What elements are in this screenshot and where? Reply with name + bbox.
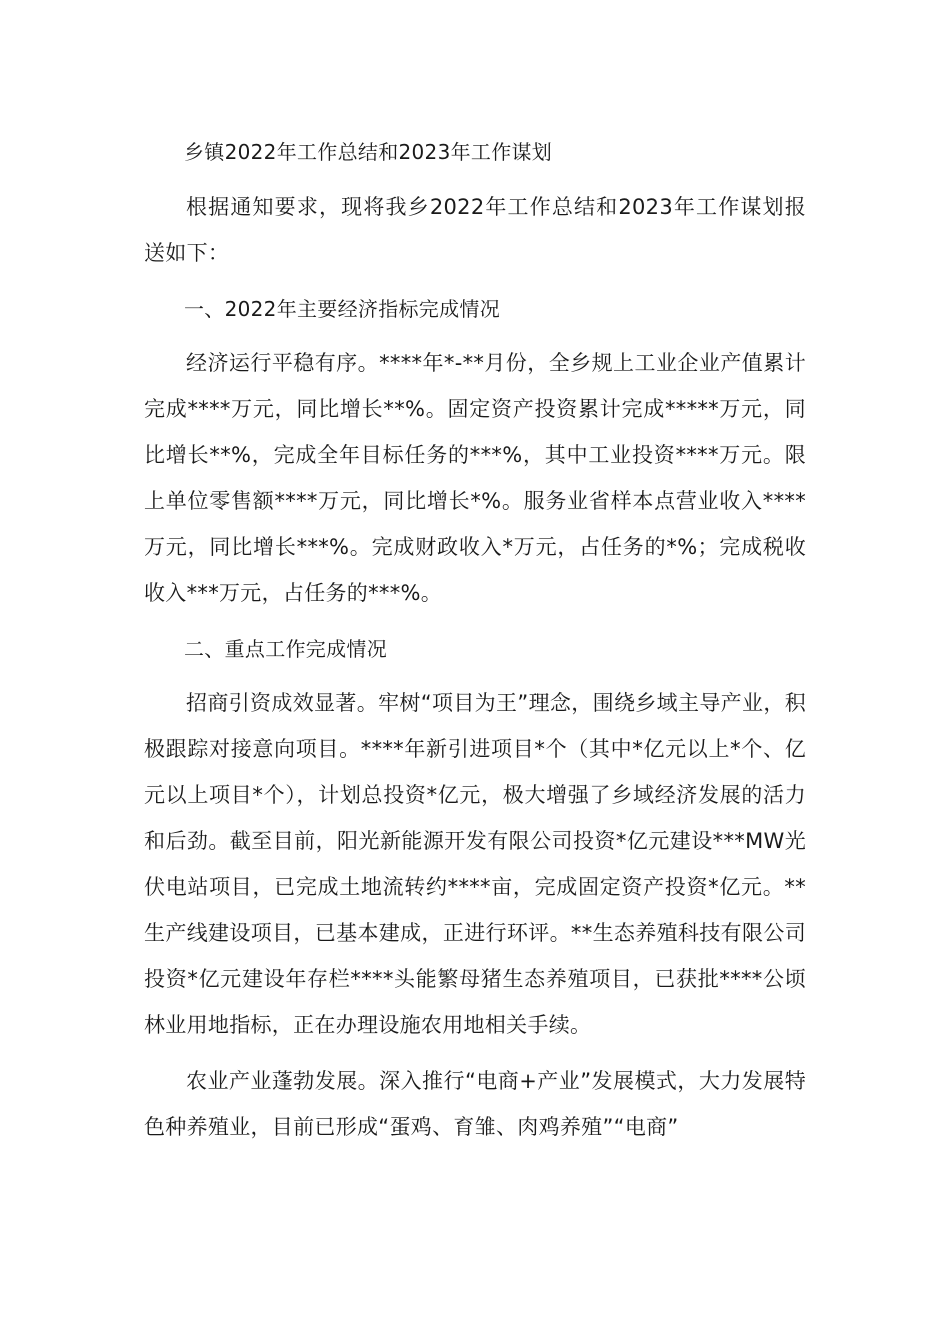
spacer bbox=[144, 1048, 806, 1058]
spacer bbox=[144, 616, 806, 626]
intro-paragraph: 根据通知要求，现将我乡2022年工作总结和2023年工作谋划报送如下： bbox=[144, 195, 806, 265]
section-2-paragraph-2: 农业产业蓬勃发展。深入推行“电商+产业”发展模式，大力发展特色种养殖业，目前已形成“蛋鸡、育雏、肉鸡养殖”“电商” bbox=[144, 1069, 806, 1139]
spacer bbox=[144, 276, 806, 286]
section-2-paragraph-1: 招商引资成效显著。牢树“项目为王”理念，围绕乡域主导产业，积极跟踪对接意向项目。****年新引进项目*个（其中*亿元以上*个、亿元以上项目*个），计划总投资*亿元，极大增强了乡域经济发展的活力和后劲。截至目前，阳光新能源开发有限公司投资*亿元建设***MW光伏电站项目，已完成土地流转约****亩，完成固定资产投资*亿元。**生产线建设项目，已基本建成，正进行环评。**生态养殖科技有限公司投资*亿元建设年存栏****头能繁母猪生态养殖项目，已获批****公顷林业用地指标，正在办理设施农用地相关手续。 bbox=[144, 691, 806, 1037]
section-2-heading: 二、重点工作完成情况 bbox=[184, 637, 387, 661]
document-title: 乡镇2022年工作总结和2023年工作谋划 bbox=[184, 140, 553, 164]
document-body bbox=[144, 132, 806, 1150]
section-1-paragraph: 经济运行平稳有序。****年*-**月份，全乡规上工业企业产值累计完成****万元，同比增长**%。固定资产投资累计完成*****万元，同比增长**%，完成全年目标任务的***%，其中工业投资****万元。限上单位零售额****万元，同比增长*%。服务业省样本点营业收入****万元，同比增长***%。完成财政收入*万元，占任务的*%；完成税收收入***万元，占任务的***%。 bbox=[144, 351, 806, 605]
section-1-heading: 一、2022年主要经济指标完成情况 bbox=[184, 297, 500, 321]
